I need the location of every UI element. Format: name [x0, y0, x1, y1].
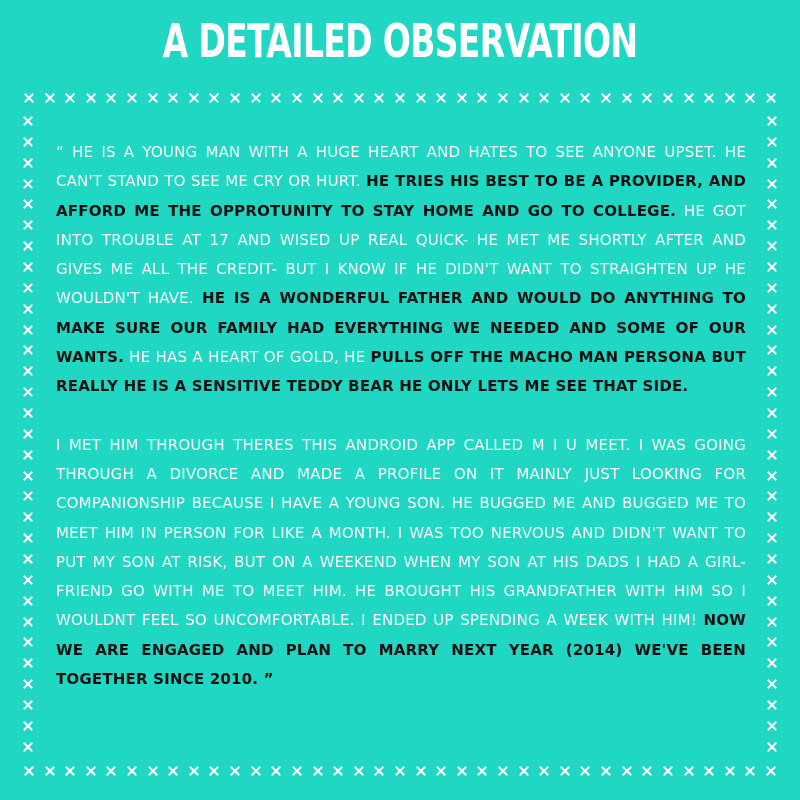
- paragraph-1-highlight-1: HE TRIES HIS BEST TO BE A PROVIDER, AND AFFORD ME THE OPPROTUNITY TO STAY HOME AND GO TO COLLEGE.: [56, 172, 747, 220]
- cross-stitch-x-icon: [436, 93, 446, 103]
- cross-stitch-x-icon: [767, 387, 777, 397]
- cross-stitch-x-icon: [477, 93, 487, 103]
- cross-stitch-x-icon: [148, 766, 158, 776]
- cross-stitch-x-icon: [767, 679, 777, 689]
- cross-stitch-x-icon: [767, 533, 777, 543]
- cross-stitch-x-icon: [395, 93, 405, 103]
- cross-stitch-x-icon: [766, 93, 776, 103]
- cross-stitch-x-icon: [498, 93, 508, 103]
- cross-stitch-x-icon: [271, 93, 281, 103]
- cross-stitch-x-icon: [745, 766, 755, 776]
- left-border: [21, 116, 35, 752]
- cross-stitch-x-icon: [333, 93, 343, 103]
- cross-stitch-x-icon: [767, 700, 777, 710]
- paragraph-1-highlight-2: HE IS A WONDERFUL FATHER AND WOULD DO ANYTHING TO MAKE SURE OUR FAMILY HAD EVERYTHING WE NEEDED AND SOME OF OUR WANTS.: [56, 289, 747, 367]
- cross-stitch-x-icon: [45, 766, 55, 776]
- cross-stitch-x-icon: [354, 766, 364, 776]
- paragraph-1-sentence-3: HE GOT INTO TROUBLE AT 17 AND WISED UP REAL QUICK- HE MET ME SHORTLY AFTER AND GIVES ME ALL THE CREDIT- BUT I KNOW IF HE DIDN'T WANT TO STRAIGHTEN UP HE WOULDN'T HAVE.: [56, 201, 746, 308]
- cross-stitch-x-icon: [23, 241, 33, 251]
- cross-stitch-x-icon: [767, 554, 777, 564]
- cross-stitch-x-icon: [622, 766, 632, 776]
- paragraph-2-highlight-1: NOW WE ARE ENGAGED AND PLAN TO MARRY NEXT YEAR (2014) WE'VE BEEN TOGETHER SINCE 2010. ”: [56, 611, 746, 689]
- cross-stitch-x-icon: [767, 491, 777, 501]
- cross-stitch-x-icon: [23, 304, 33, 314]
- cross-stitch-x-icon: [23, 158, 33, 168]
- cross-stitch-x-icon: [209, 93, 219, 103]
- cross-stitch-x-icon: [767, 366, 777, 376]
- right-border: [765, 116, 779, 752]
- cross-stitch-x-icon: [23, 429, 33, 439]
- cross-stitch-x-icon: [23, 450, 33, 460]
- cross-stitch-x-icon: [745, 93, 755, 103]
- cross-stitch-x-icon: [395, 766, 405, 776]
- cross-stitch-x-icon: [23, 471, 33, 481]
- cross-stitch-x-icon: [23, 325, 33, 335]
- cross-stitch-x-icon: [23, 658, 33, 668]
- cross-stitch-x-icon: [767, 742, 777, 752]
- cross-stitch-x-icon: [767, 617, 777, 627]
- cross-stitch-x-icon: [23, 533, 33, 543]
- cross-stitch-x-icon: [127, 766, 137, 776]
- cross-stitch-x-icon: [23, 116, 33, 126]
- cross-stitch-x-icon: [24, 766, 34, 776]
- cross-stitch-x-icon: [251, 766, 261, 776]
- cross-stitch-x-icon: [333, 766, 343, 776]
- cross-stitch-x-icon: [65, 93, 75, 103]
- cross-stitch-x-icon: [23, 387, 33, 397]
- cross-stitch-x-icon: [292, 93, 302, 103]
- cross-stitch-x-icon: [23, 199, 33, 209]
- cross-stitch-x-icon: [704, 93, 714, 103]
- quote-paragraph-2: [56, 431, 746, 695]
- cross-stitch-x-icon: [23, 721, 33, 731]
- cross-stitch-x-icon: [23, 179, 33, 189]
- cross-stitch-x-icon: [767, 283, 777, 293]
- cross-stitch-x-icon: [477, 766, 487, 776]
- cross-stitch-x-icon: [23, 700, 33, 710]
- cross-stitch-x-icon: [767, 471, 777, 481]
- cross-stitch-x-icon: [767, 512, 777, 522]
- cross-stitch-x-icon: [767, 408, 777, 418]
- cross-stitch-x-icon: [539, 93, 549, 103]
- cross-stitch-x-icon: [168, 93, 178, 103]
- cross-stitch-x-icon: [767, 116, 777, 126]
- cross-stitch-x-icon: [767, 158, 777, 168]
- cross-stitch-x-icon: [23, 637, 33, 647]
- cross-stitch-x-icon: [23, 345, 33, 355]
- quote-body: [56, 138, 746, 723]
- cross-stitch-x-icon: [86, 766, 96, 776]
- cross-stitch-x-icon: [767, 262, 777, 272]
- cross-stitch-x-icon: [313, 93, 323, 103]
- cross-stitch-x-icon: [23, 742, 33, 752]
- cross-stitch-x-icon: [560, 93, 570, 103]
- cross-stitch-x-icon: [416, 766, 426, 776]
- cross-stitch-x-icon: [663, 93, 673, 103]
- cross-stitch-x-icon: [704, 766, 714, 776]
- cross-stitch-x-icon: [622, 93, 632, 103]
- cross-stitch-x-icon: [767, 325, 777, 335]
- cross-stitch-x-icon: [292, 766, 302, 776]
- paragraph-2-sentence-1: I MET HIM THROUGH THERES THIS ANDROID APP CALLED M I U MEET. I WAS GOING THROUGH A DIVORCE AND MADE A PROFILE ON IT MAINLY JUST LOOKING FOR COMPANIONSHIP BECAUSE I HAVE A YOUNG SON. HE BUGGED ME AND BUGGED ME TO MEET HIM IN PERSON FOR LIKE A MONTH. I WAS TOO NERVOUS AND DIDN'T WANT TO PUT MY SON AT RISK, BUT ON A WEEKEND WHEN MY SON AT HIS DADS I HAD A GIRL-FRIEND GO WITH ME TO MEET HIM. HE BROUGHT HIS GRANDFATHER WITH HIM SO I WOULDNT FEEL SO UNCOMFORTABLE. I ENDED UP SPENDING A WEEK WITH HIM!: [56, 435, 746, 630]
- cross-stitch-x-icon: [23, 679, 33, 689]
- cross-stitch-x-icon: [684, 766, 694, 776]
- cross-stitch-x-icon: [23, 575, 33, 585]
- cross-stitch-x-icon: [498, 766, 508, 776]
- cross-stitch-x-icon: [767, 596, 777, 606]
- cross-stitch-x-icon: [374, 766, 384, 776]
- cross-stitch-x-icon: [539, 766, 549, 776]
- cross-stitch-x-icon: [23, 408, 33, 418]
- cross-stitch-x-icon: [725, 93, 735, 103]
- bottom-border: [24, 764, 776, 778]
- cross-stitch-x-icon: [767, 637, 777, 647]
- cross-stitch-x-icon: [354, 93, 364, 103]
- cross-stitch-x-icon: [189, 93, 199, 103]
- cross-stitch-x-icon: [23, 262, 33, 272]
- cross-stitch-x-icon: [313, 766, 323, 776]
- cross-stitch-x-icon: [106, 766, 116, 776]
- cross-stitch-x-icon: [23, 491, 33, 501]
- cross-stitch-x-icon: [519, 93, 529, 103]
- quote-paragraph-1: [56, 138, 746, 402]
- cross-stitch-x-icon: [580, 93, 590, 103]
- cross-stitch-x-icon: [767, 575, 777, 585]
- cross-stitch-x-icon: [23, 137, 33, 147]
- cross-stitch-x-icon: [209, 766, 219, 776]
- cross-stitch-x-icon: [767, 137, 777, 147]
- cross-stitch-x-icon: [767, 721, 777, 731]
- cross-stitch-x-icon: [767, 179, 777, 189]
- cross-stitch-x-icon: [684, 93, 694, 103]
- cross-stitch-x-icon: [251, 93, 261, 103]
- cross-stitch-x-icon: [127, 93, 137, 103]
- cross-stitch-x-icon: [767, 199, 777, 209]
- cross-stitch-x-icon: [767, 450, 777, 460]
- cross-stitch-x-icon: [65, 766, 75, 776]
- cross-stitch-x-icon: [24, 93, 34, 103]
- cross-stitch-x-icon: [106, 93, 116, 103]
- cross-stitch-x-icon: [766, 766, 776, 776]
- cross-stitch-x-icon: [601, 766, 611, 776]
- cross-stitch-x-icon: [23, 554, 33, 564]
- cross-stitch-x-icon: [580, 766, 590, 776]
- cross-stitch-x-icon: [436, 766, 446, 776]
- cross-stitch-x-icon: [416, 93, 426, 103]
- cross-stitch-x-icon: [767, 345, 777, 355]
- cross-stitch-x-icon: [663, 766, 673, 776]
- top-border: [24, 91, 776, 105]
- cross-stitch-x-icon: [767, 241, 777, 251]
- cross-stitch-x-icon: [168, 766, 178, 776]
- cross-stitch-x-icon: [642, 766, 652, 776]
- cross-stitch-x-icon: [457, 766, 467, 776]
- cross-stitch-x-icon: [23, 366, 33, 376]
- cross-stitch-x-icon: [642, 93, 652, 103]
- cross-stitch-x-icon: [767, 658, 777, 668]
- cross-stitch-x-icon: [767, 429, 777, 439]
- cross-stitch-x-icon: [23, 596, 33, 606]
- cross-stitch-x-icon: [148, 93, 158, 103]
- cross-stitch-x-icon: [457, 93, 467, 103]
- paragraph-1-sentence-1: “ HE IS A YOUNG MAN WITH A HUGE HEART AND HATES TO SEE ANYONE UPSET. HE CAN'T STAND TO SEE ME CRY OR HURT.: [56, 143, 746, 191]
- cross-stitch-x-icon: [767, 220, 777, 230]
- cross-stitch-x-icon: [601, 93, 611, 103]
- cross-stitch-x-icon: [23, 283, 33, 293]
- cross-stitch-x-icon: [519, 766, 529, 776]
- cross-stitch-x-icon: [86, 93, 96, 103]
- cross-stitch-x-icon: [189, 766, 199, 776]
- cross-stitch-x-icon: [23, 617, 33, 627]
- cross-stitch-x-icon: [230, 93, 240, 103]
- cross-stitch-x-icon: [23, 512, 33, 522]
- cross-stitch-x-icon: [45, 93, 55, 103]
- cross-stitch-x-icon: [767, 304, 777, 314]
- page-title: A DETAILED OBSERVATION: [162, 14, 638, 68]
- cross-stitch-x-icon: [725, 766, 735, 776]
- cross-stitch-x-icon: [23, 220, 33, 230]
- cross-stitch-x-icon: [560, 766, 570, 776]
- cross-stitch-x-icon: [230, 766, 240, 776]
- cross-stitch-x-icon: [374, 93, 384, 103]
- paragraph-1-highlight-3: PULLS OFF THE MACHO MAN PERSONA BUT REALLY HE IS A SENSITIVE TEDDY BEAR HE ONLY LETS ME SEE THAT SIDE.: [56, 348, 746, 396]
- paragraph-1-sentence-5: HE HAS A HEART OF GOLD, HE: [123, 348, 371, 367]
- cross-stitch-x-icon: [271, 766, 281, 776]
